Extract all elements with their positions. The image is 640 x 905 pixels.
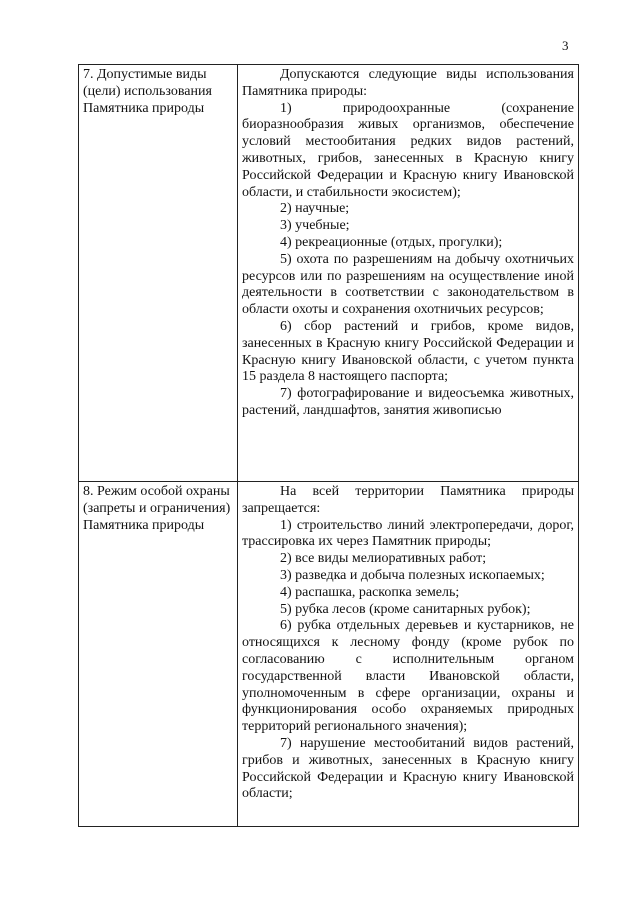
paragraph: 2) все виды мелиоративных работ; [280,551,487,567]
paragraph: 7) нарушение местообитаний видов растений, грибов и животных, занесенных в Красную книгу Российской Федерации и Красную книгу Ивановской области; [242,735,574,802]
paragraph: Допускаются следующие виды использования Памятника природы: [242,67,574,99]
paragraph: 7) фотографирование и видеосъемка животных, растений, ландшафтов, занятия живописью [242,386,574,418]
row-heading: 8. Режим особой охраны (запреты и ограничения) Памятника природы [83,484,231,533]
paragraph: 1) природоохранные (сохранение биоразнообразия живых организмов, обеспечение условий местообитания редких видов растений, животных, грибов, занесенных в Красную книгу Российской Федерации и Красную книгу Ивановской области, и стабильности экосистем); [242,100,574,200]
paragraph: 1) строительство линий электропередачи, дорог, трассировка их через Памятник природы; [242,517,574,550]
row-heading-cell [79,482,238,827]
page-number: 3 [562,38,569,53]
row-heading-cell [79,65,238,482]
paragraph: 6) рубка отдельных деревьев и кустарников, не относящихся к лесному фонду (кроме рубок по согласованию с исполнительным органом государственной власти Ивановской области, уполномоченным в сфере организации, охраны и функционирования особо охраняемых природных территорий регионального значения); [242,618,574,735]
row-content-cell [238,482,579,827]
paragraph: 3) учебные; [280,218,350,234]
paragraph: 6) сбор растений и грибов, кроме видов, занесенных в Красную книгу Российской Федерации и Красную книгу Ивановской области, с учетом пункта 15 раздела 8 настоящего паспорта; [242,318,574,385]
paragraph: 2) научные; [280,201,350,217]
table-row-protection-regime [79,482,579,827]
paragraph: 5) рубка лесов (кроме санитарных рубок); [280,601,531,617]
passport-table [78,64,579,827]
paragraph: 4) распашка, раскопка земель; [280,584,460,600]
paragraph: 3) разведка и добыча полезных ископаемых; [280,567,545,583]
row-heading: 7. Допустимые виды (цели) использования Памятника природы [83,67,212,116]
table-row-permitted-uses [79,65,579,482]
paragraph: 5) охота по разрешениям на добычу охотничьих ресурсов или по разрешениям на осуществление иной деятельности в соответствии с законодательством в области охоты и сохранения охотничьих ресурсов; [242,251,574,318]
paragraph: 4) рекреационные (отдых, прогулки); [280,234,503,250]
row-content-cell [238,65,579,482]
paragraph: На всей территории Памятника природы запрещается: [242,484,574,516]
